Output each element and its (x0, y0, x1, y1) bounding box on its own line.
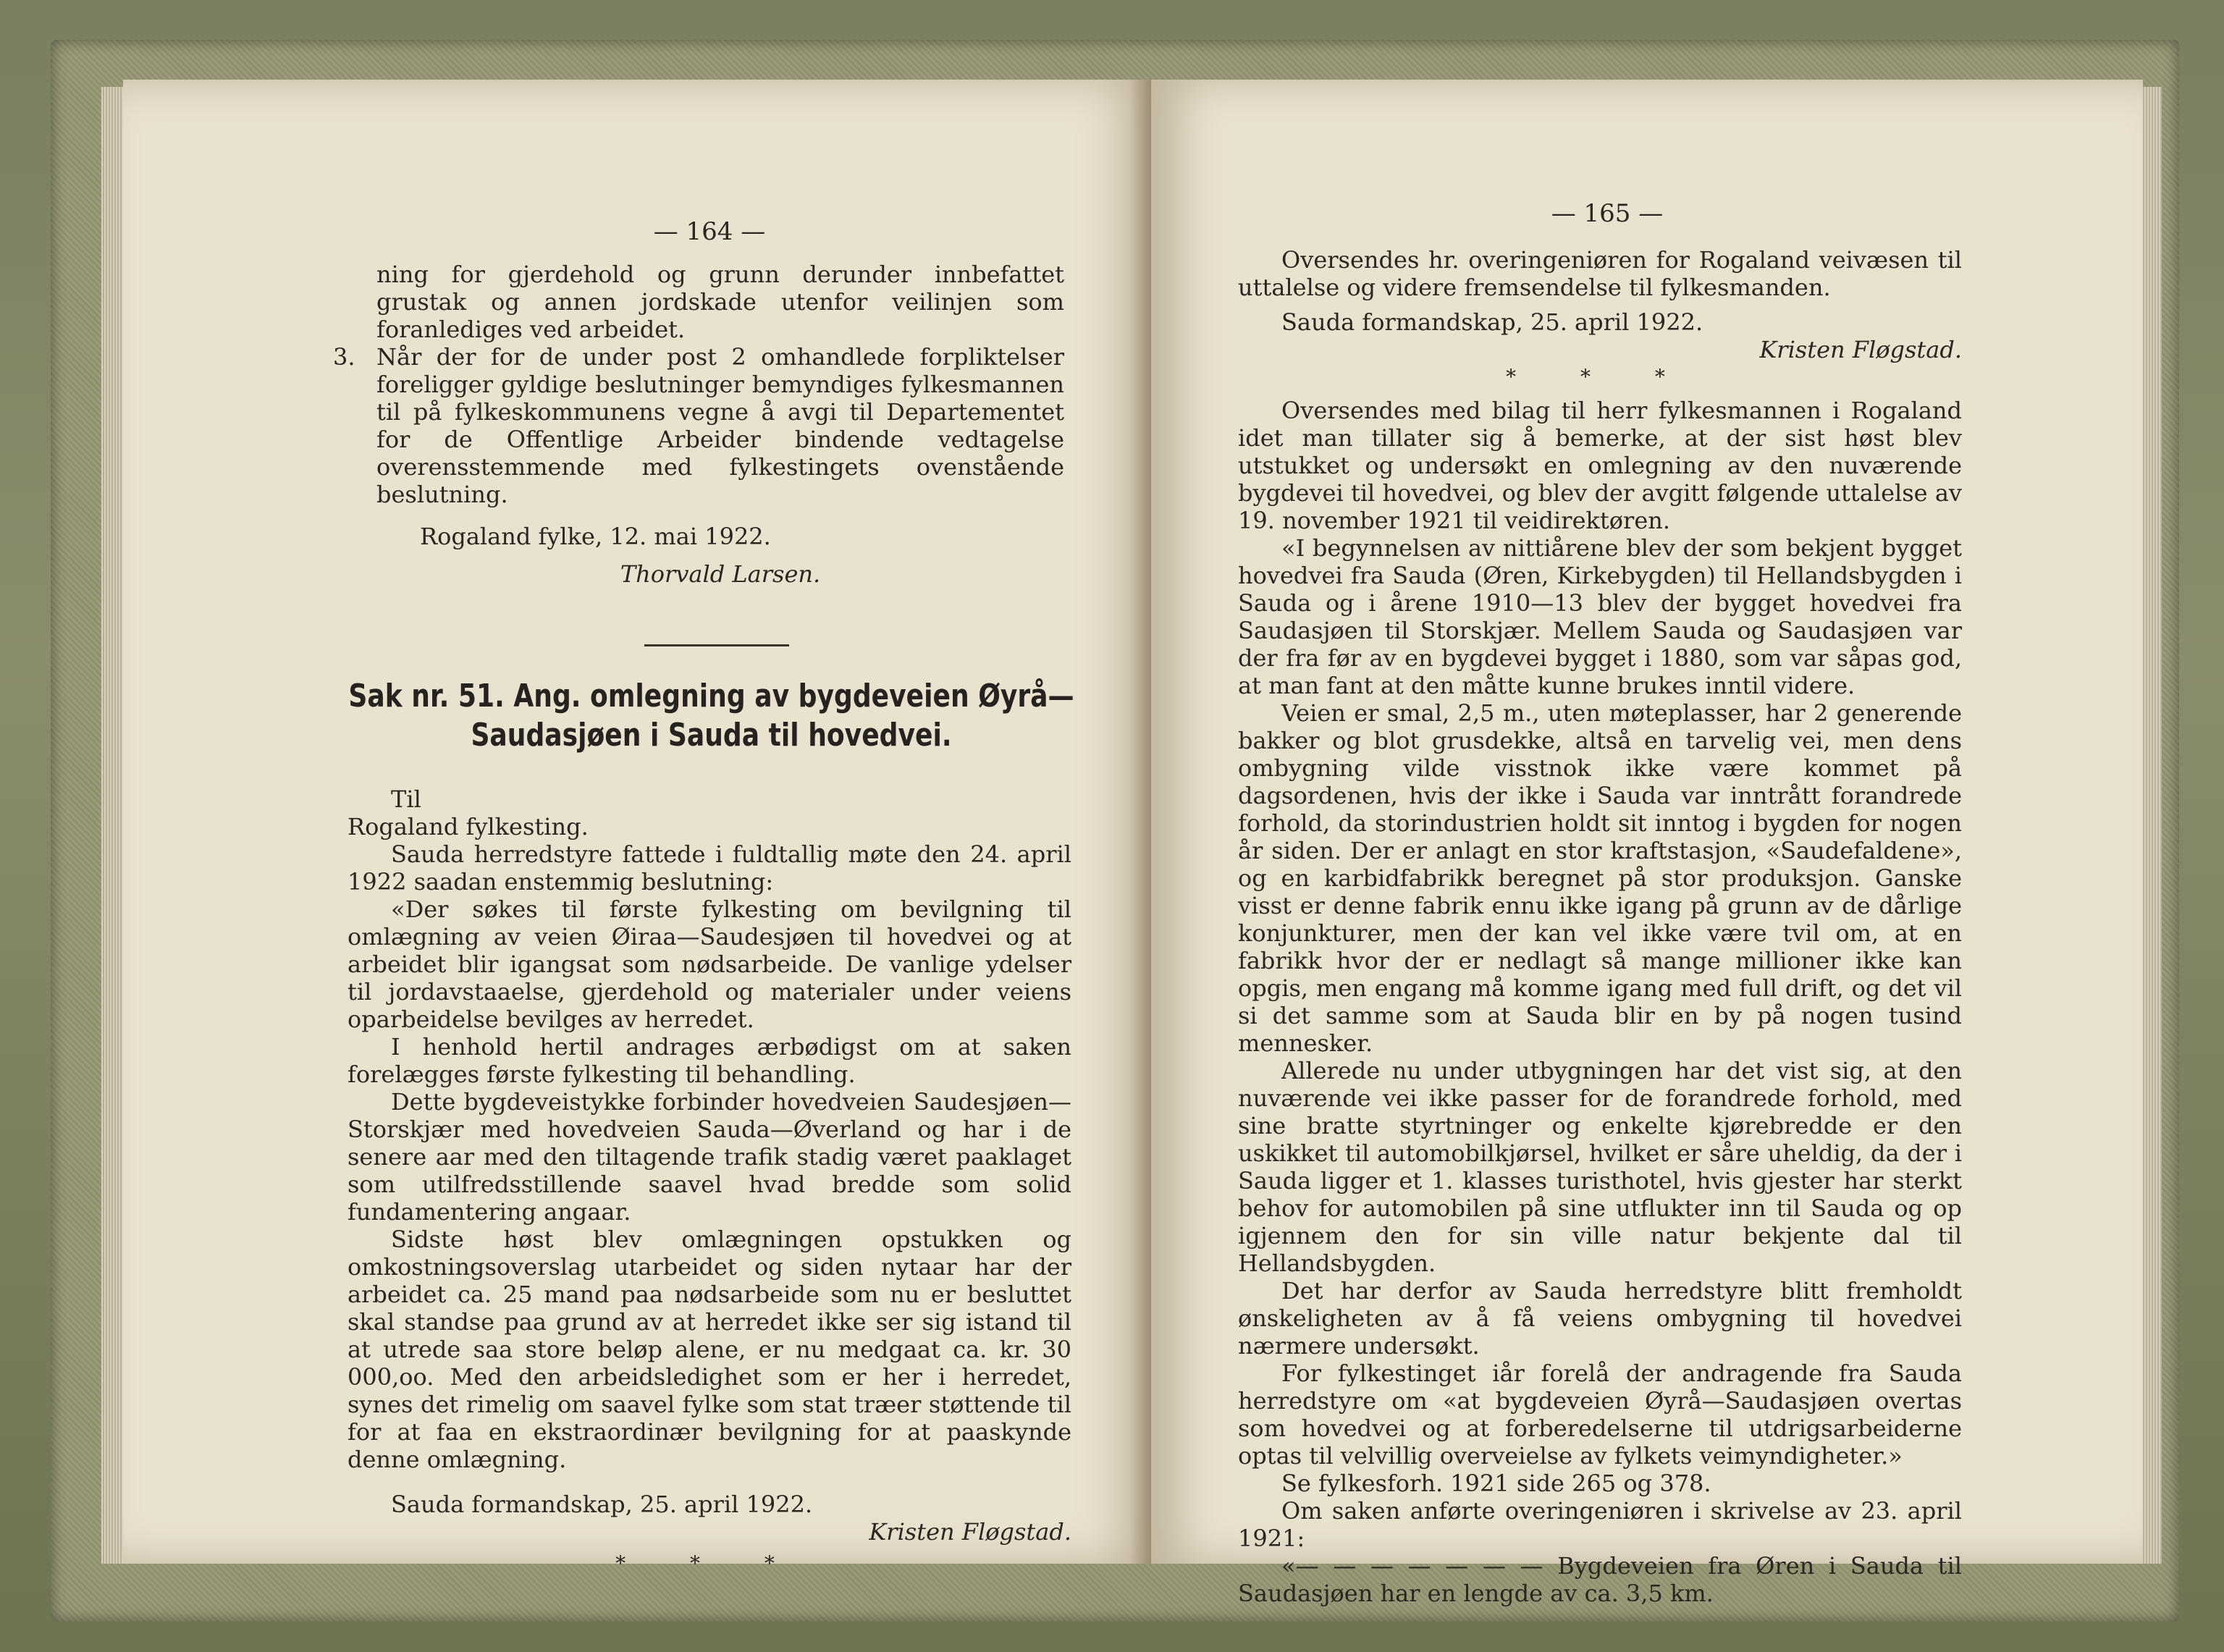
body-paragraph: «Der søkes til første fylkesting om bevilgning til omlægning av veien Øiraa—Saudesjøen til hovedvei og at arbeidet blir igangsat som nødsarbeide. De vanlige ydelser til jordavstaaelse, gjerdehold og materialer under veiens oparbeidelse bevilges av herredet. (348, 895, 1071, 1033)
place-date: Sauda formandskap, 25. april 1922. (1281, 308, 1703, 336)
section-stars: * * * (615, 1551, 804, 1575)
body-paragraph: «— — — — — — — Bygdeveien fra Øren i Sauda til Saudasjøen har en lengde av ca. 3,5 km. (1238, 1552, 1962, 1607)
signature: Kristen Fløgstad. (1759, 336, 1962, 363)
closing-signature: Kristen Fløgstad. (869, 1518, 1071, 1546)
list-number: 3. (333, 343, 355, 371)
signature: Thorvald Larsen. (620, 560, 821, 588)
case-heading: Sak nr. 51. Ang. omlegning av bygdeveien Øyrå—Saudasjøen i Sauda til hovedvei. (348, 678, 1074, 754)
closing-place-date: Sauda formandskap, 25. april 1922. (391, 1491, 813, 1518)
body-paragraph: Se fylkesforh. 1921 side 265 og 378. (1281, 1470, 1711, 1497)
salutation-line1: Til (391, 785, 421, 813)
list-body: Når der for de under post 2 omhandlede forpliktelser foreligger gyldige beslutninger bemyndiges fylkesmannen til på fylkeskommunens vegne å avgi til Departementet for de Offentlige Arbeider bindende vedtagelse overensstemmende med fylkestingets ovenstående beslutning. (376, 343, 1064, 508)
list-item-3 (333, 343, 1064, 508)
body-paragraph: Dette bygdeveistykke forbinder hovedveien Saudesjøen—Storskjær med hovedveien Sauda—Øverland og har i de senere aar med den tiltagende trafik stadig været paaklaget som utilfredsstillende saavel hvad bredde som solid fundamentering angaar. (348, 1088, 1071, 1226)
continued-paragraph: ning for gjerdehold og grunn derunder innbefattet grustak og annen jordskade utenfor veilinjen som foranlediges ved arbeidet. (376, 261, 1064, 343)
section-divider (644, 644, 789, 646)
body-paragraph: Allerede nu under utbygningen har det vist sig, at den nuværende vei ikke passer for de forandrede forhold, med sine bratte styrtninger og enkelte kjørebredde er den uskikket til automobilkjørsel, hvilket er såre uheldig, da der i Sauda ligger et 1. klasses turisthotel, hvis gjester har sterkt behov for automobilen på sine utflukter inn til Sauda og op igjennem den for sin ville natur bekjente dal til Hellandsbygden. (1238, 1057, 1962, 1277)
right-page-number: — 165 — (1551, 199, 1664, 228)
body-paragraph: For fylkestinget iår forelå der andragende fra Sauda herredstyre om «at bygdeveien Øyrå—Saudasjøen overtas som hovedvei og at forberedelserne til utdrigsarbeiderne optas til velvillig overveielse av fylkets veimyndigheter.» (1238, 1360, 1962, 1470)
left-page-number: — 164 — (653, 217, 766, 246)
body-paragraph: Veien er smal, 2,5 m., uten møteplasser, har 2 generende bakker og blot grusdekke, altså en tarvelig vei, men dens ombygning vilde visstnok ikke være kommet på dagsordenen, hvis der ikke i Sauda var inntrått forandrede forhold, da storindustrien holdt sit inntog i bygden for nogen år siden. Der er anlagt en stor kraftstasjon, «Saudefaldene», og en karbidfabrikk beregnet på stor produksjon. Ganske visst er denne fabrik ennu ikke igang på grunn av de dårlige konjunkturer, men der kan vel ikke være tvil om, at en fabrikk hvor der er nedlagt så mange millioner ikke kan opgis, men engang må komme igang med full drift, og det vil si det samme som at Sauda blir en by på nogen tusind mennesker. (1238, 699, 1962, 1057)
right-page-body (1238, 246, 1962, 1607)
body-paragraph: Det har derfor av Sauda herredstyre blitt fremholdt ønskeligheten av å få veiens ombygning til hovedvei nærmere undersøkt. (1238, 1277, 1962, 1360)
body-paragraph: I henhold hertil andrages ærbødigst om at saken forelægges første fylkesting til behandling. (348, 1033, 1071, 1088)
body-paragraph: Om saken anførte overingeniøren i skrivelse av 23. april 1921: (1238, 1497, 1962, 1552)
body-paragraph: «I begynnelsen av nittiårene blev der som bekjent bygget hovedvei fra Sauda (Øren, Kirkebygden) til Hellandsbygden i Sauda og i årene 1910—13 blev der bygget hovedvei fra Saudasjøen til Storskjær. Mellem Sauda og Saudasjøen var der fra før av en bygdevei bygget i 1880, som var såpas god, at man fant at den måtte kunne brukes inntil videre. (1238, 534, 1962, 699)
body-paragraph: Sidste høst blev omlægningen opstukken og omkostningsoverslag utarbeidet og siden nytaar har der arbeidet ca. 25 mand paa nødsarbeide som nu er besluttet skal standse paa grund av at herredet ikke ser sig istand til at utrede saa store beløp alene, er nu medgaat ca. kr. 30 000,oo. Med den arbeidsledighet som er her i herredet, synes det rimelig om saavel fylke som stat træer støttende til for at faa en ekstraordinær bevilgning for at paaskynde denne omlægning. (348, 1226, 1071, 1473)
forwarding-paragraph: Oversendes hr. overingeniøren for Rogaland veivæsen til uttalelse og videre fremsendelse til fylkesmanden. (1238, 246, 1962, 301)
section-stars: * * * (1506, 365, 1694, 389)
place-date: Rogaland fylke, 12. mai 1922. (420, 523, 771, 550)
body-paragraph: Sauda herredstyre fattede i fuldtallig møte den 24. april 1922 saadan enstemmig beslutning: (348, 840, 1071, 895)
body-paragraph: Oversendes med bilag til herr fylkesmannen i Rogaland idet man tillater sig å bemerke, at der sist høst blev utstukket og undersøkt en omlegning av den nuværende bygdevei til hovedvei, og blev der avgitt følgende uttalelse av 19. november 1921 til veidirektøren. (1238, 397, 1962, 534)
salutation-line2: Rogaland fylkesting. (348, 813, 589, 840)
left-page-body (348, 785, 1071, 1577)
left-page-top-text (333, 261, 1064, 588)
